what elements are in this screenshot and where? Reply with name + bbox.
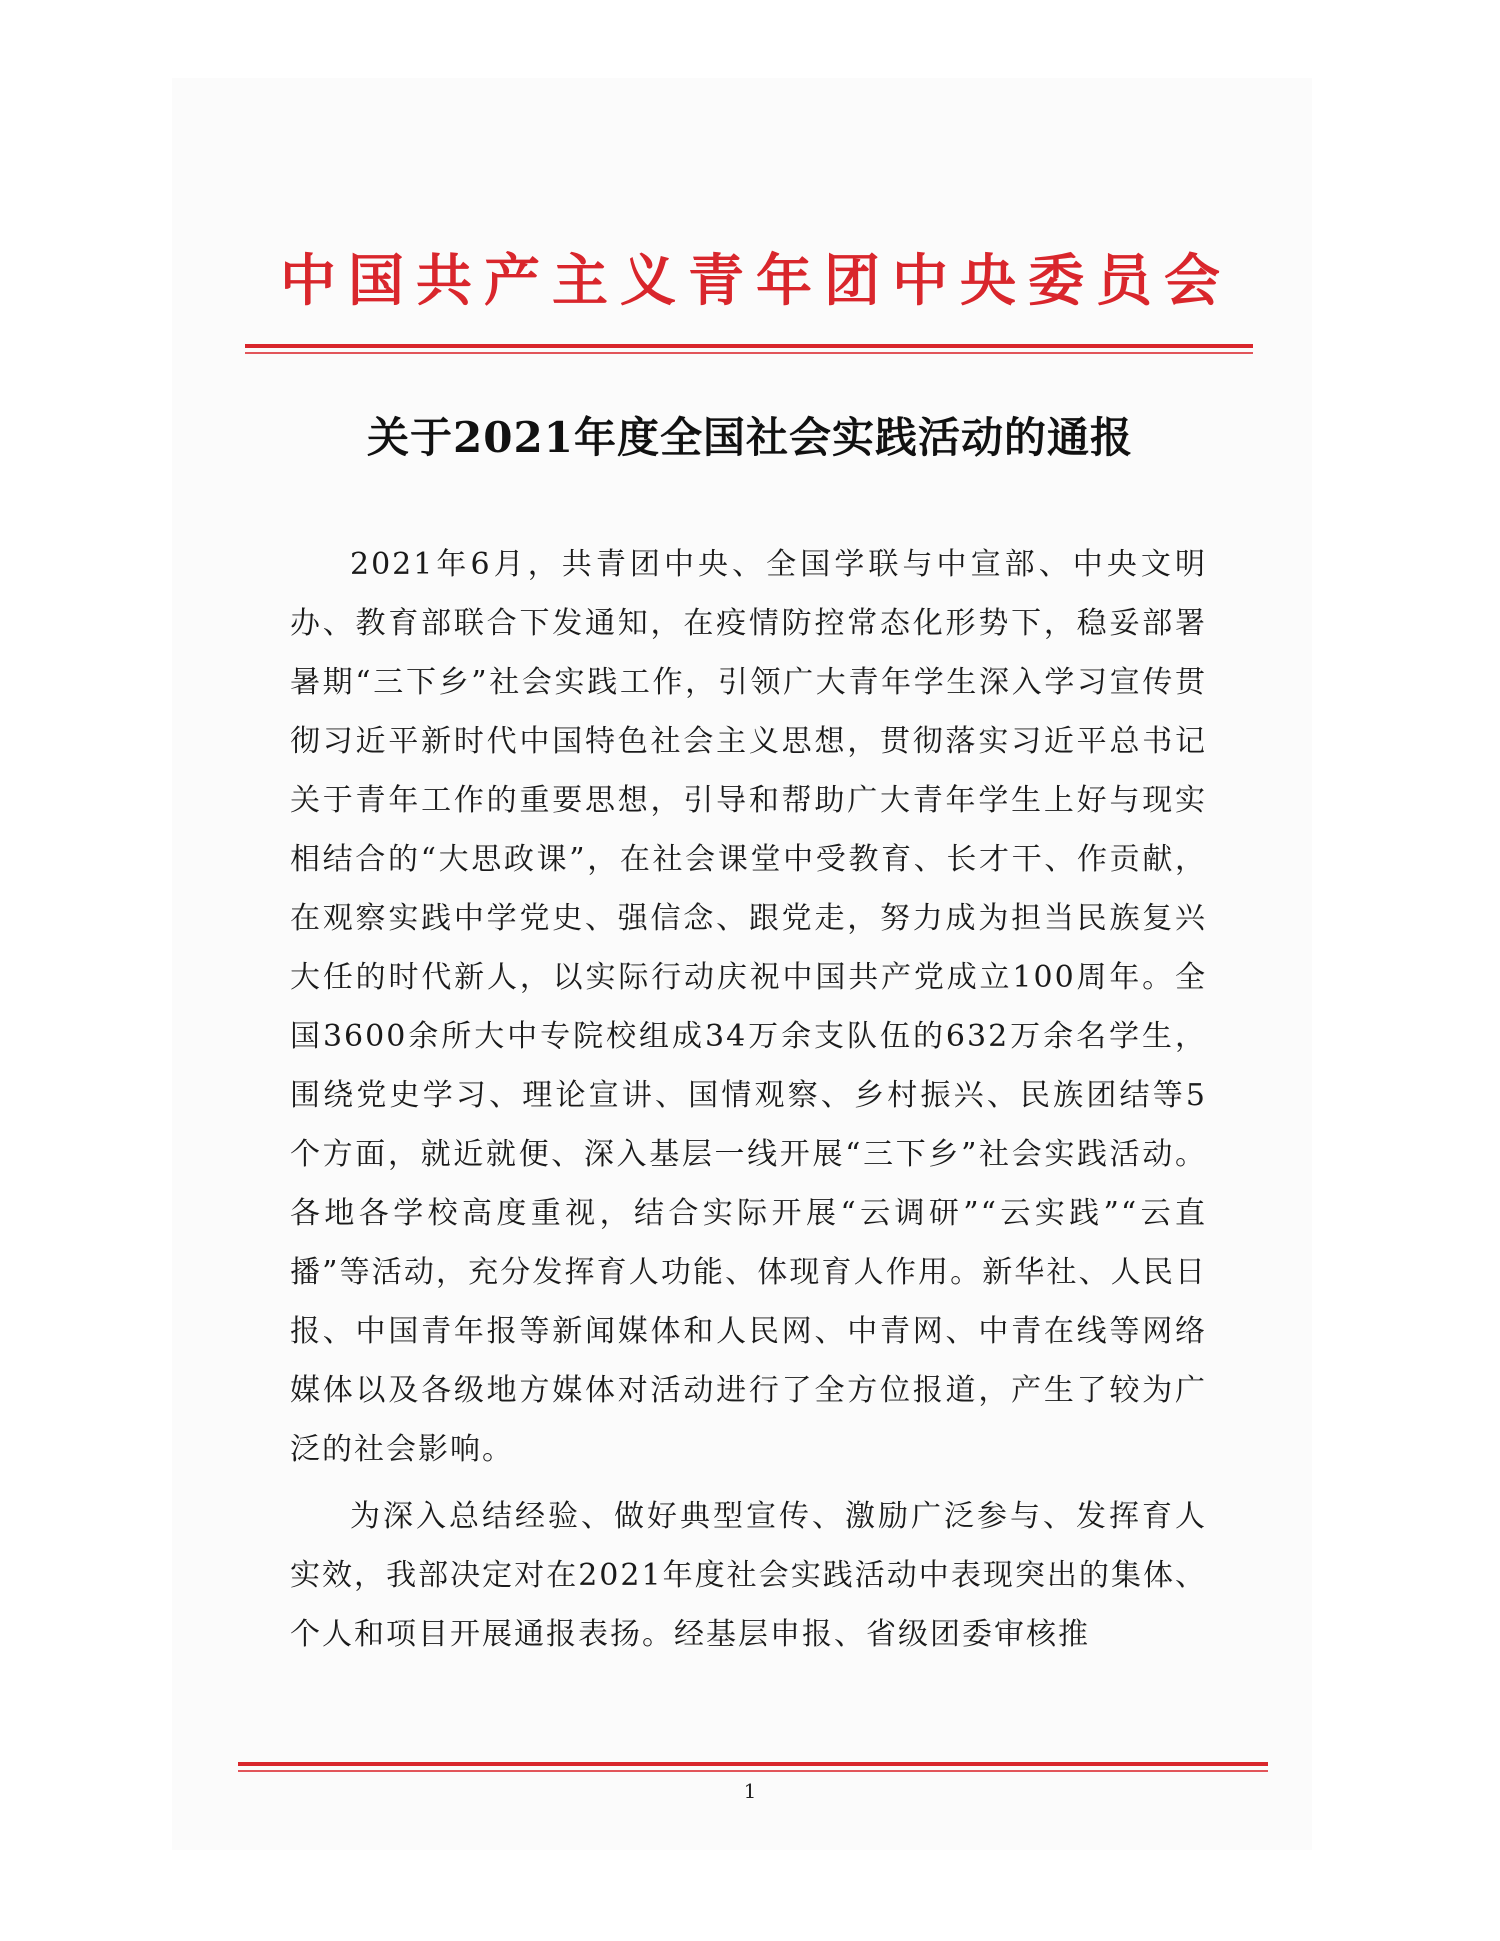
header-red-rule-thin [245,352,1253,354]
header-red-rule [245,344,1253,348]
footer-red-rule [238,1762,1268,1766]
page-number: 1 [743,1779,757,1803]
issuer-masthead: 中国共产主义青年团中央委员会 [280,249,1220,314]
body-paragraph: 2021年6月，共青团中央、全国学联与中宣部、中央文明办、教育部联合下发通知，在疫情防控常态化形势下，稳妥部署暑期“三下乡”社会实践工作，引领广大青年学生深入学习宣传贯彻习近平新时代中国特色社会主义思想，贯彻落实习近平总书记关于青年工作的重要思想，引导和帮助广大青年学生上好与现实相结合的“大思政课”，在社会课堂中受教育、长才干、作贡献，在观察实践中学党史、强信念、跟党走，努力成为担当民族复兴大任的时代新人，以实际行动庆祝中国共产党成立100周年。全国3600余所大中专院校组成34万余支队伍的632万余名学生，围绕党史学习、理论宣讲、国情观察、乡村振兴、民族团结等5个方面，就近就便、深入基层一线开展“三下乡”社会实践活动。各地各学校高度重视，结合实际开展“云调研”“云实践”“云直播”等活动，充分发挥育人功能、体现育人作用。新华社、人民日报、中国青年报等新闻媒体和人民网、中青网、中青在线等网络媒体以及各级地方媒体对活动进行了全方位报道，产生了较为广泛的社会影响。 [290,547,1207,1467]
document-body [290,535,1207,1672]
document-title: 关于2021年度全国社会实践活动的通报 [367,413,1133,462]
footer-red-rule-thin [238,1770,1268,1772]
body-paragraph: 为深入总结经验、做好典型宣传、激励广泛参与、发挥育人实效，我部决定对在2021年度社会实践活动中表现突出的集体、个人和项目开展通报表扬。经基层申报、省级团委审核推 [290,1499,1207,1652]
